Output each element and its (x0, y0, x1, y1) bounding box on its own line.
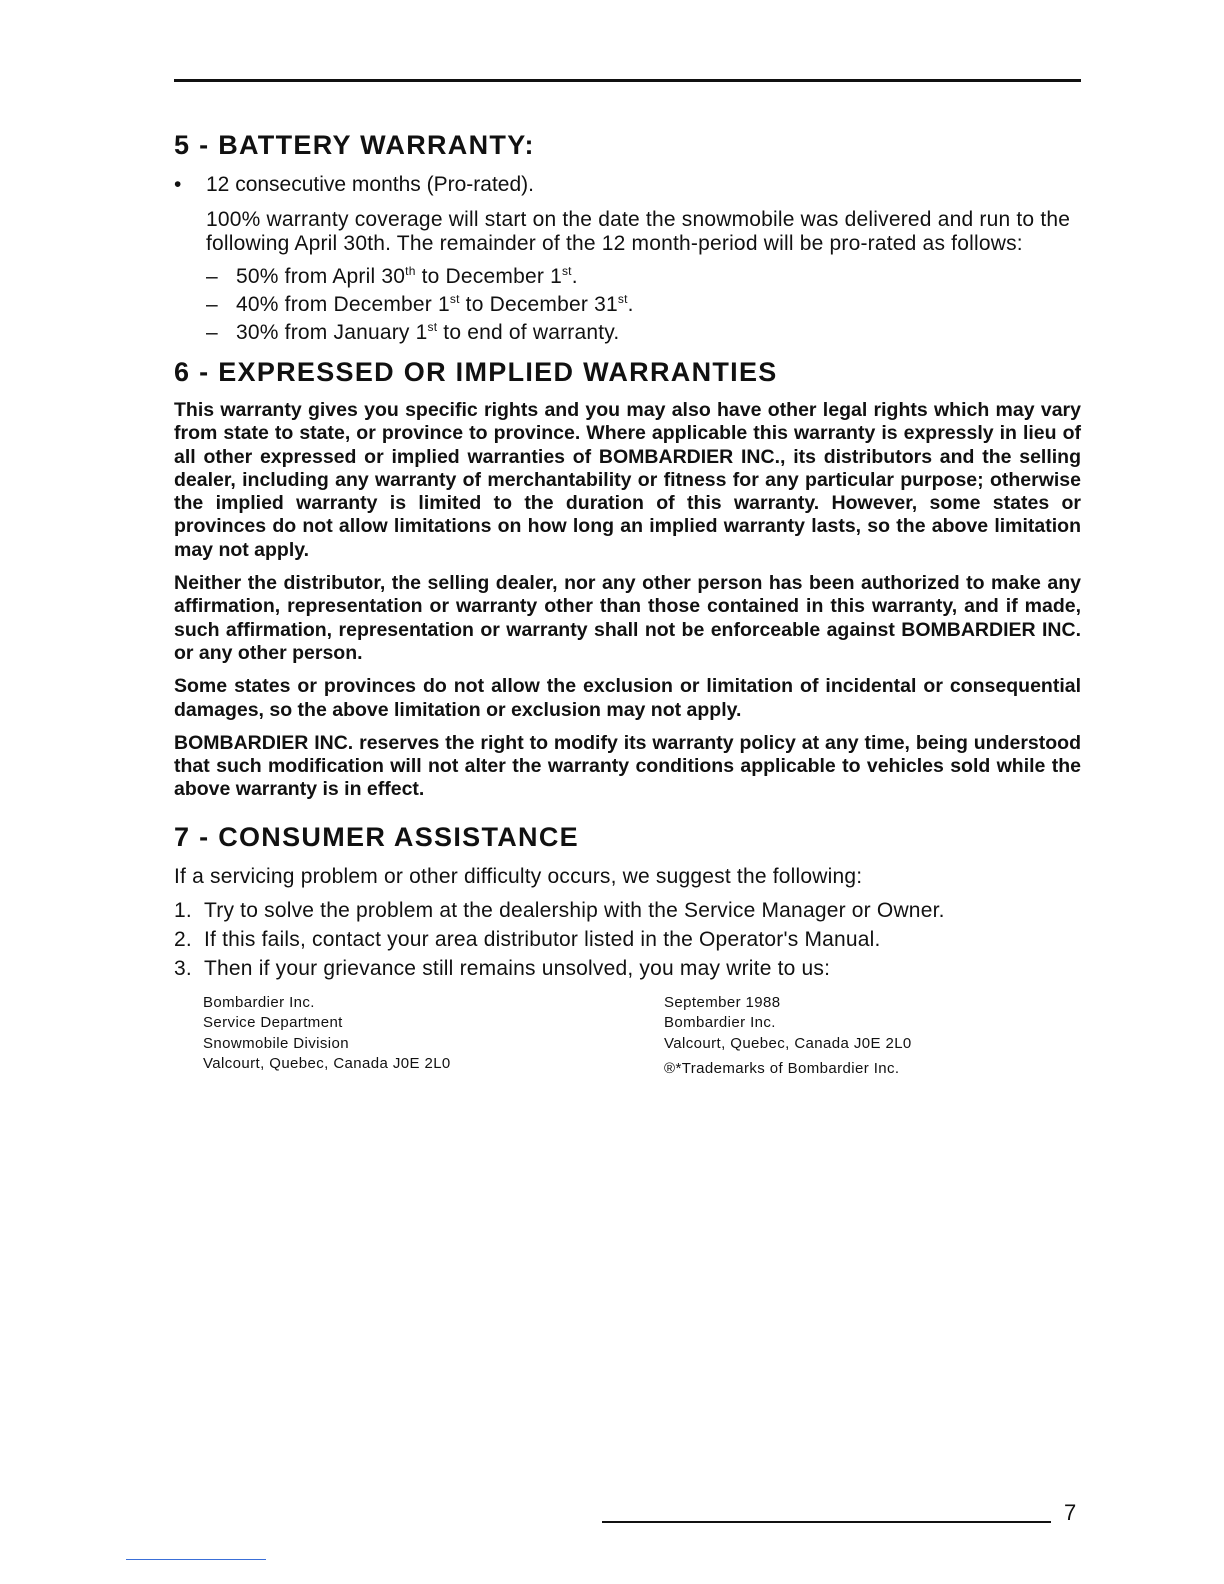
warranty-paragraph: Some states or provinces do not allow the exclusion or limitation of incidental or consequential damages, so the above limitation or exclusion may not apply. (174, 675, 1081, 721)
prorate-list (206, 263, 1081, 347)
section-5-heading: 5 - BATTERY WARRANTY: (174, 130, 535, 160)
dash-icon: – (206, 265, 218, 288)
page-number: 7 (1064, 1500, 1077, 1525)
scan-edge-line (126, 1559, 266, 1560)
section-6-heading: 6 - EXPRESSED OR IMPLIED WARRANTIES (174, 357, 778, 387)
assistance-steps (174, 896, 1081, 983)
dash-icon: – (206, 321, 218, 344)
publication-info: September 1988 Bombardier Inc. Valcourt, Quebec, Canada J0E 2L0 ®*Trademarks of Bombardier Inc. (664, 993, 912, 1080)
top-rule (174, 79, 1081, 82)
step-item: 1. Try to solve the problem at the dealership with the Service Manager or Owner. (174, 898, 945, 922)
service-address: Bombardier Inc. Service Department Snowmobile Division Valcourt, Quebec, Canada J0E 2L0 (203, 993, 451, 1073)
warranty-paragraph: This warranty gives you specific rights and you may also have other legal rights which may vary from state to state, or province to province. Where applicable this warranty is expressly in lieu of all other expressed or implied warranties of BOMBARDIER INC., its distributors and the selling dealer, including any warranty of merchantability or fitness for any particular purpose; otherwise the implied warranty is limited to the duration of this warranty. However, some states or provinces do not allow limitations on how long an implied warranty lasts, so the above limitation may not apply. (174, 399, 1081, 561)
prorate-item: – 40% from December 1st to December 31st. (206, 291, 1081, 319)
bullet-text: 12 consecutive months (Pro-rated). (206, 173, 534, 196)
prorate-item: – 50% from April 30th to December 1st. (206, 263, 1081, 291)
dash-icon: – (206, 293, 218, 316)
warranty-paragraph: BOMBARDIER INC. reserves the right to modify its warranty policy at any time, being understood that such modification will not alter the warranty conditions applicable to vehicles sold while the above warranty is in effect. (174, 731, 1081, 801)
footer-rule (602, 1521, 1051, 1523)
page-content (174, 128, 1081, 1080)
warranty-paragraph: Neither the distributor, the selling dealer, nor any other person has been authorized to make any affirmation, representation or warranty other than those contained in this warranty, and if made, such affirmation, representation or warranty shall not be enforceable against BOMBARDIER INC. or any other person. (174, 572, 1081, 664)
step-item: 2. If this fails, contact your area distributor listed in the Operator's Manual. (174, 927, 881, 951)
assistance-intro: If a servicing problem or other difficulty occurs, we suggest the following: (174, 864, 863, 888)
bullet-item (174, 172, 1081, 198)
trademark-notice: ®*Trademarks of Bombardier Inc. (664, 1060, 900, 1078)
address-block (203, 993, 1081, 1080)
section-7-heading: 7 - CONSUMER ASSISTANCE (174, 821, 579, 852)
battery-paragraph: 100% warranty coverage will start on the date the snowmobile was delivered and run to the following April 30th. The remainder of the 12 month-period will be pro-rated as follows: (206, 208, 1071, 255)
prorate-item: – 30% from January 1st to end of warranty. (206, 319, 1081, 347)
bullet-icon: • (174, 173, 182, 196)
step-item: 3. Then if your grievance still remains unsolved, you may write to us: (174, 956, 831, 980)
